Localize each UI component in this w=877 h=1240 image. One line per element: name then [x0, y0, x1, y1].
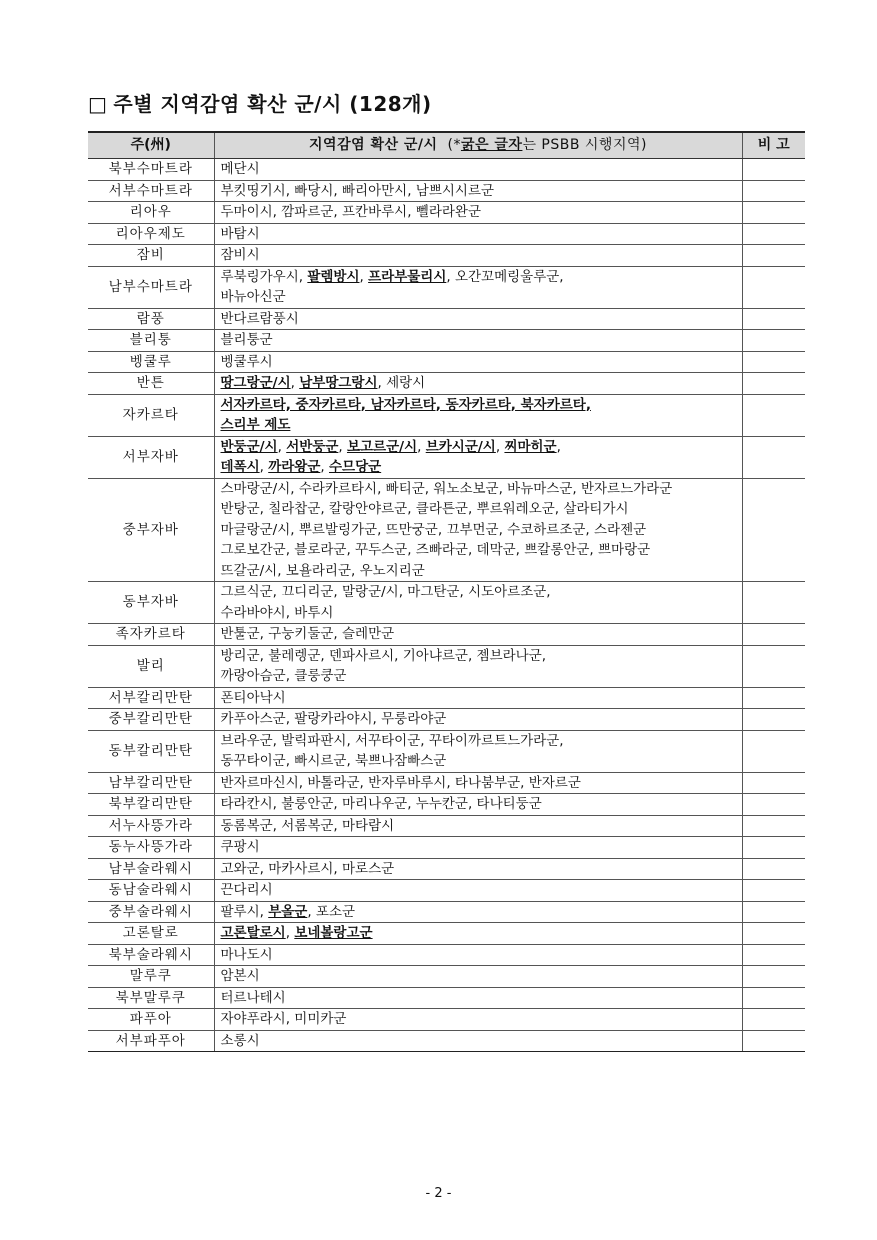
psbb-city-text: 까라왕군	[268, 459, 321, 475]
city-text: 암본시	[220, 968, 260, 984]
province-cell: 서부수마트라	[88, 180, 214, 202]
city-text: 반툴군, 구눙키둘군, 슬레만군	[220, 626, 395, 642]
province-cell: 반튼	[88, 373, 214, 395]
city-text: ,	[259, 459, 269, 475]
province-cell: 족자카르타	[88, 624, 214, 646]
province-cell: 람풍	[88, 308, 214, 330]
cities-cell	[214, 202, 742, 224]
table-row	[88, 159, 805, 181]
table-row	[88, 815, 805, 837]
city-text: ,	[285, 925, 295, 941]
province-cell: 리아우	[88, 202, 214, 224]
city-text: 끈다리시	[220, 882, 273, 898]
cities-cell	[214, 815, 742, 837]
city-text: ,	[359, 268, 369, 285]
psbb-city-text: 부올군	[268, 903, 308, 920]
cities-cell	[214, 245, 742, 267]
cities-cell	[214, 478, 742, 582]
table-row	[88, 308, 805, 330]
cities-cell	[214, 730, 742, 772]
table-row	[88, 794, 805, 816]
page-number: - 2 -	[425, 1186, 452, 1201]
city-text: ,	[556, 438, 561, 455]
city-text: ,	[495, 438, 505, 455]
province-cell: 남부수마트라	[88, 266, 214, 308]
header-cities-main: 지역감염 확산 군/시	[309, 137, 438, 154]
cities-cell	[214, 266, 742, 308]
province-cell: 북부칼리만탄	[88, 794, 214, 816]
cities-cell	[214, 159, 742, 181]
remarks-cell	[742, 1030, 805, 1052]
remarks-cell	[742, 1009, 805, 1031]
province-cell: 말루쿠	[88, 966, 214, 988]
city-text: 브라우군, 발릭파판시, 서꾸타이군, 꾸타이까르트느가라군, 동꾸타이군, 빠시르군, 북쁘나잠빠스군	[220, 732, 564, 769]
city-text: 메단시	[220, 161, 260, 177]
remarks-cell	[742, 245, 805, 267]
province-cell: 발리	[88, 645, 214, 687]
psbb-city-text: 서반둥군	[286, 438, 339, 455]
cities-cell	[214, 1030, 742, 1052]
table-row	[88, 709, 805, 731]
table-row	[88, 880, 805, 902]
remarks-cell	[742, 880, 805, 902]
city-text: , 포소군	[307, 903, 356, 920]
city-text: 소롱시	[220, 1032, 260, 1049]
psbb-city-text: 보네볼랑고군	[294, 925, 373, 941]
cities-cell	[214, 223, 742, 245]
remarks-cell	[742, 223, 805, 245]
psbb-city-text: 팔렘방시	[307, 268, 360, 285]
city-text: 쿠팡시	[220, 839, 260, 855]
table-row	[88, 478, 805, 582]
cities-cell	[214, 944, 742, 966]
province-cell: 남부술라웨시	[88, 858, 214, 880]
cities-cell	[214, 987, 742, 1009]
remarks-cell	[742, 987, 805, 1009]
psbb-city-text: 보고르군/시	[346, 438, 418, 455]
remarks-cell	[742, 923, 805, 945]
city-text: 고와군, 마카사르시, 마로스군	[220, 860, 395, 877]
table-row	[88, 180, 805, 202]
city-text: 터르나테시	[220, 989, 286, 1006]
table-row	[88, 1030, 805, 1052]
remarks-cell	[742, 266, 805, 308]
table-row	[88, 772, 805, 794]
cities-cell	[214, 582, 742, 624]
cities-cell	[214, 687, 742, 709]
province-cell: 중부술라웨시	[88, 901, 214, 923]
psbb-city-text: 수므당군	[328, 459, 382, 475]
remarks-cell	[742, 858, 805, 880]
province-cell: 북부수마트라	[88, 159, 214, 181]
remarks-cell	[742, 308, 805, 330]
remarks-cell	[742, 394, 805, 436]
city-text: , 오간꼬메링울루군, 바뉴아신군	[220, 268, 564, 305]
city-text: ,	[417, 438, 426, 455]
remarks-cell	[742, 966, 805, 988]
header-cities-note-bold: 굵은 글자	[460, 137, 523, 154]
cities-cell	[214, 351, 742, 373]
cities-cell	[214, 180, 742, 202]
province-cell: 중부자바	[88, 478, 214, 582]
city-text: 부킷띵기시, 빠당시, 빠리아만시, 남쁘시시르군	[220, 182, 495, 199]
remarks-cell	[742, 901, 805, 923]
table-row	[88, 730, 805, 772]
city-text: 벵쿨루시	[220, 353, 273, 370]
psbb-city-text: 프라부물리시	[368, 268, 447, 285]
table-row	[88, 245, 805, 267]
remarks-cell	[742, 709, 805, 731]
cities-cell	[214, 966, 742, 988]
table-row	[88, 923, 805, 945]
header-province: 주(州)	[88, 132, 214, 159]
province-cell: 북부술라웨시	[88, 944, 214, 966]
remarks-cell	[742, 687, 805, 709]
city-text: ,	[320, 459, 329, 475]
city-text: 자야푸라시, 미미카군	[220, 1011, 347, 1027]
psbb-city-text: 찌마히군	[504, 438, 557, 455]
city-text: 스마랑군/시, 수라카르타시, 빠티군, 워노소보군, 바뉴마스군, 반자르느가라군 반탕군, 칠라찹군, 칼랑안야르군, 클라튼군, 뿌르워레오군, 살라티가시 마글랑군/시, 뿌르발링가군, 뜨만궁군, 끄부먼군, 수코하르조군, 스라젠군 그로보간군, 블로라군, 꾸두스군, 즈빠라군, 데막군, 쁘칼롱안군, 쁘마랑군 뜨갈군/시, 보욜라리군, 우노지리군	[220, 480, 673, 579]
province-cell: 벵쿨루	[88, 351, 214, 373]
psbb-city-text: 땅그랑군/시	[220, 375, 291, 391]
table-row	[88, 645, 805, 687]
table-row	[88, 944, 805, 966]
city-text: 루북링가우시,	[220, 268, 308, 285]
remarks-cell	[742, 624, 805, 646]
city-text: 동롬복군, 서롬복군, 마타람시	[220, 817, 395, 834]
psbb-city-text: 남부땅그랑시	[299, 375, 378, 391]
table-row	[88, 266, 805, 308]
psbb-city-text: 반둥군/시	[220, 438, 278, 455]
checkbox-square-icon: □	[88, 92, 108, 116]
table-row	[88, 966, 805, 988]
province-cell: 동누사뜽가라	[88, 837, 214, 859]
cities-cell	[214, 394, 742, 436]
remarks-cell	[742, 837, 805, 859]
province-cell: 남부칼리만탄	[88, 772, 214, 794]
province-cell: 서부칼리만탄	[88, 687, 214, 709]
table-row	[88, 987, 805, 1009]
cities-cell	[214, 330, 742, 352]
city-text: ,	[290, 375, 300, 391]
city-text: 블리퉁군	[220, 332, 273, 348]
province-cell: 서부파푸아	[88, 1030, 214, 1052]
remarks-cell	[742, 772, 805, 794]
province-cell: 동남술라웨시	[88, 880, 214, 902]
remarks-cell	[742, 478, 805, 582]
table-row	[88, 202, 805, 224]
remarks-cell	[742, 180, 805, 202]
city-text: 방리군, 불레렝군, 덴파사르시, 기아냐르군, 젬브라나군, 까랑아슴군, 클룽쿵군	[220, 647, 547, 684]
remarks-cell	[742, 436, 805, 478]
city-text: 반자르마신시, 바톨라군, 반자루바루시, 타나붐부군, 반자르군	[220, 774, 581, 791]
province-cell: 블리퉁	[88, 330, 214, 352]
remarks-cell	[742, 730, 805, 772]
city-text: 그르식군, 끄디리군, 말랑군/시, 마그탄군, 시도아르조군, 수라바야시, 바투시	[220, 584, 551, 621]
remarks-cell	[742, 351, 805, 373]
header-cities-note-pre: (*	[447, 137, 461, 154]
table-row	[88, 394, 805, 436]
city-text: ,	[338, 438, 347, 455]
header-remarks: 비 고	[742, 132, 805, 159]
cities-cell	[214, 858, 742, 880]
regions-table	[88, 131, 805, 1052]
remarks-cell	[742, 582, 805, 624]
city-text: 폰티아낙시	[220, 689, 286, 706]
cities-cell	[214, 436, 742, 478]
table-row	[88, 330, 805, 352]
remarks-cell	[742, 202, 805, 224]
city-text: ,	[277, 438, 287, 455]
province-cell: 동부자바	[88, 582, 214, 624]
cities-cell	[214, 901, 742, 923]
table-row	[88, 858, 805, 880]
remarks-cell	[742, 373, 805, 395]
remarks-cell	[742, 330, 805, 352]
province-cell: 중부칼리만탄	[88, 709, 214, 731]
cities-cell	[214, 308, 742, 330]
city-text: 마나도시	[220, 946, 273, 963]
city-text: 잠비시	[220, 247, 260, 263]
province-cell: 북부말루쿠	[88, 987, 214, 1009]
province-cell: 서부자바	[88, 436, 214, 478]
table-row	[88, 582, 805, 624]
remarks-cell	[742, 794, 805, 816]
province-cell: 자카르타	[88, 394, 214, 436]
remarks-cell	[742, 944, 805, 966]
city-text: 팔루시,	[220, 903, 269, 920]
header-cities	[214, 132, 742, 159]
table-row	[88, 837, 805, 859]
page-title-text: 주별 지역감염 확산 군/시 (128개)	[113, 92, 432, 116]
cities-cell	[214, 624, 742, 646]
table-row	[88, 1009, 805, 1031]
province-cell: 동부칼리만탄	[88, 730, 214, 772]
table-body	[88, 159, 805, 1052]
cities-cell	[214, 923, 742, 945]
city-text: 바탐시	[220, 225, 260, 242]
province-cell: 서누사뜽가라	[88, 815, 214, 837]
province-cell: 고론탈로	[88, 923, 214, 945]
city-text: 두마이시, 깜파르군, 프칸바루시, 뻴라라완군	[220, 204, 481, 220]
province-cell: 파푸아	[88, 1009, 214, 1031]
table-row	[88, 436, 805, 478]
cities-cell	[214, 373, 742, 395]
city-text: , 세랑시	[377, 375, 426, 391]
cities-cell	[214, 837, 742, 859]
province-cell: 잠비	[88, 245, 214, 267]
table-row	[88, 901, 805, 923]
city-text: 반다르람풍시	[220, 310, 299, 327]
remarks-cell	[742, 815, 805, 837]
province-cell: 리아우제도	[88, 223, 214, 245]
remarks-cell	[742, 159, 805, 181]
city-text: 카푸아스군, 팔랑카라야시, 무룽라야군	[220, 711, 447, 727]
cities-cell	[214, 794, 742, 816]
cities-cell	[214, 1009, 742, 1031]
table-row	[88, 223, 805, 245]
city-text: 타라칸시, 불룽안군, 마리나우군, 누누칸군, 타나티둥군	[220, 796, 542, 812]
table-row	[88, 687, 805, 709]
psbb-city-text: 브카시군/시	[425, 438, 496, 455]
page-title	[88, 88, 432, 117]
cities-cell	[214, 645, 742, 687]
cities-cell	[214, 709, 742, 731]
psbb-city-text: 데폭시	[220, 459, 260, 475]
header-cities-note-post: 는 PSBB 시행지역)	[522, 137, 647, 154]
cities-cell	[214, 880, 742, 902]
table-row	[88, 624, 805, 646]
cities-cell	[214, 772, 742, 794]
table-row	[88, 373, 805, 395]
psbb-city-text: 서자카르타, 중자카르타, 남자카르타, 동자카르타, 북자카르타, 스리부 제도	[220, 396, 591, 433]
remarks-cell	[742, 645, 805, 687]
table-row	[88, 351, 805, 373]
psbb-city-text: 고론탈로시	[220, 925, 286, 941]
table-header-row	[88, 132, 805, 159]
